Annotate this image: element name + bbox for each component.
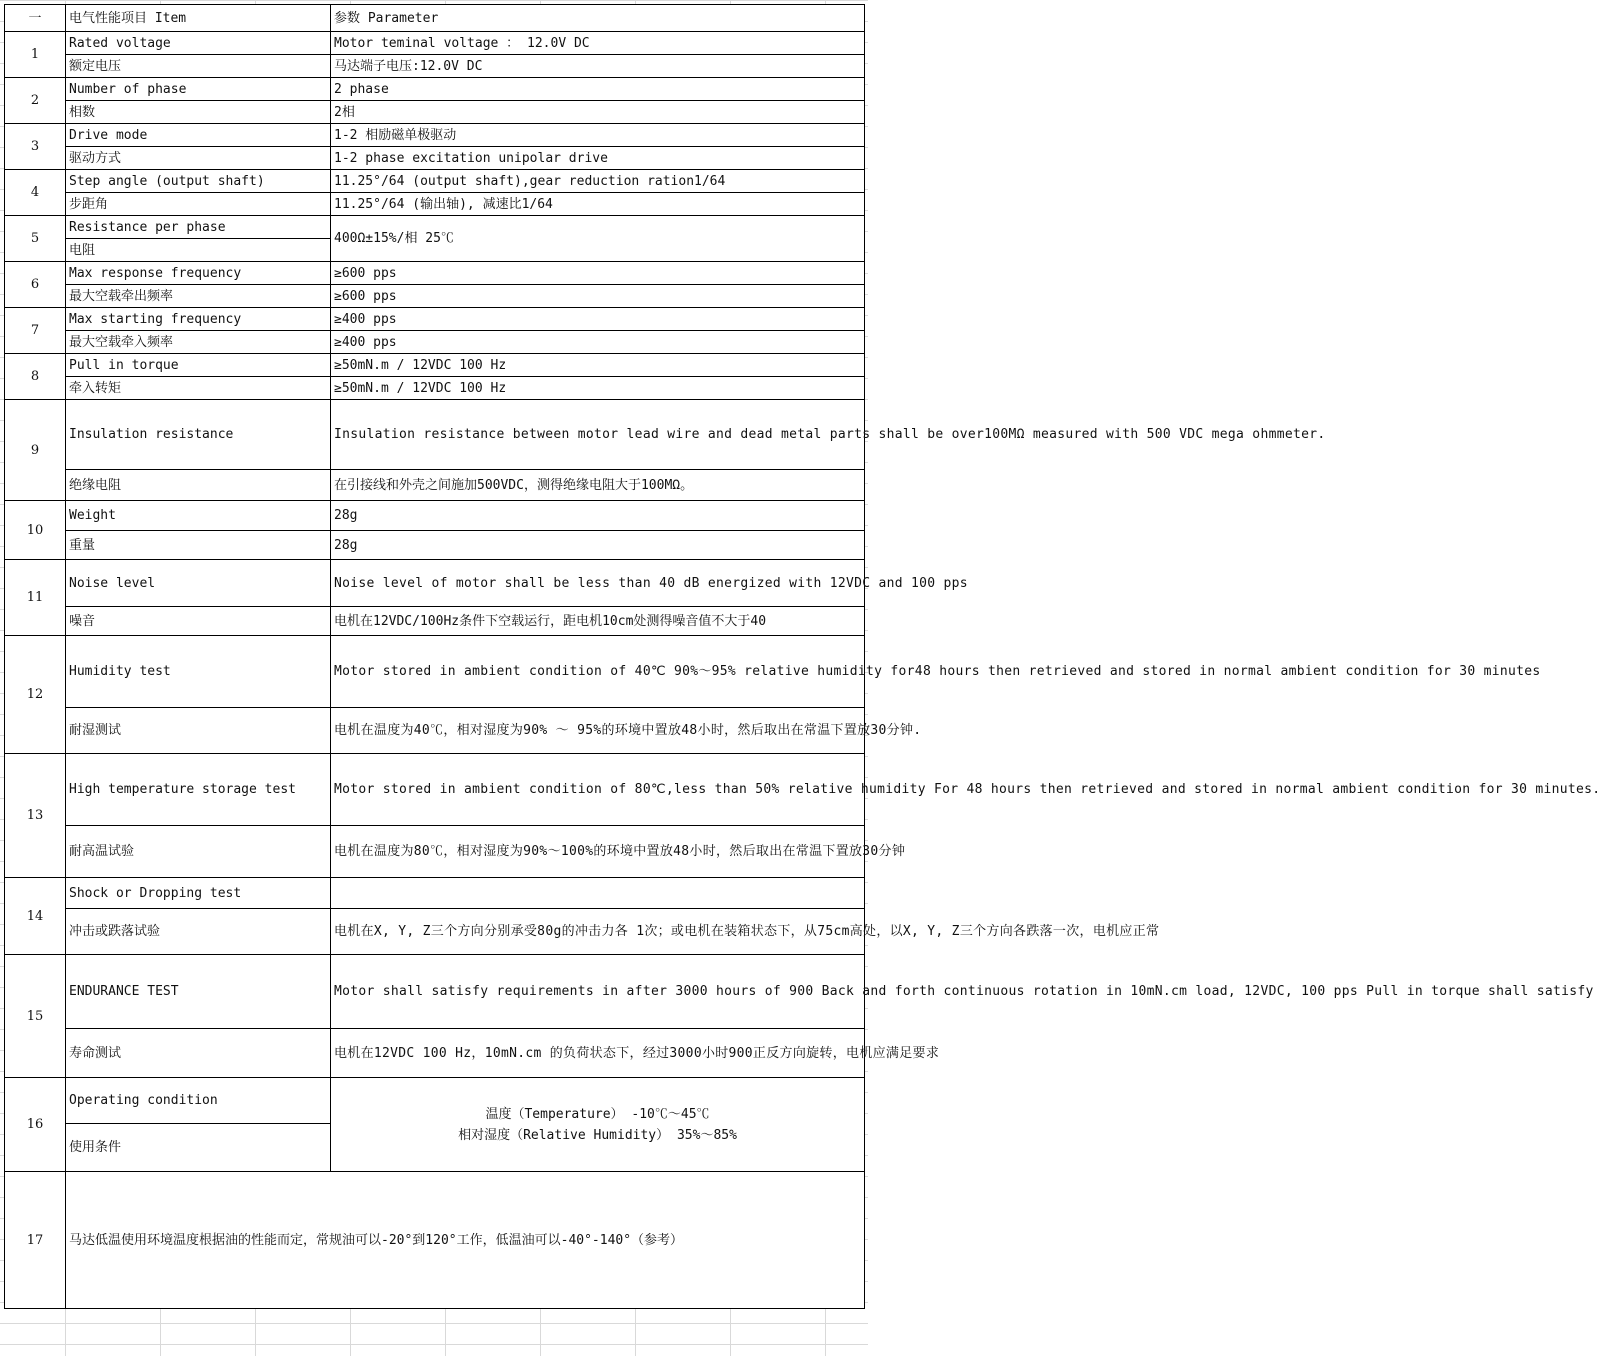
row-number: 3 (5, 124, 66, 170)
table-row (5, 909, 865, 955)
table-row (5, 78, 865, 101)
param-cn: 28g (331, 531, 865, 560)
row-number: 5 (5, 216, 66, 262)
row-number: 16 (5, 1078, 66, 1172)
table-row (5, 262, 865, 285)
param-cn: ≥400 pps (331, 331, 865, 354)
table-row (5, 400, 865, 470)
item-en: Weight (66, 501, 331, 531)
item-en: ENDURANCE TEST (66, 955, 331, 1029)
item-cn: 使用条件 (66, 1124, 331, 1172)
param-en: 28g (331, 501, 865, 531)
table-row (5, 826, 865, 878)
item-en: Pull in torque (66, 354, 331, 377)
table-row (5, 147, 865, 170)
param-en: Motor stored in ambient condition of 80℃,less than 50% relative humidity For 48 hours then retrieved and stored in normal ambient condition for 30 minutes. (331, 754, 865, 826)
item-cn: 驱动方式 (66, 147, 331, 170)
table-row (5, 124, 865, 147)
param-cn: 马达端子电压:12.0V DC (331, 55, 865, 78)
row-number: 10 (5, 501, 66, 560)
param-cn: 11.25°/64 (输出轴), 减速比1/64 (331, 193, 865, 216)
param-en: Noise level of motor shall be less than 40 dB energized with 12VDC and 100 pps (331, 560, 865, 607)
param-en: ≥50mN.m / 12VDC 100 Hz (331, 354, 865, 377)
table-row (5, 531, 865, 560)
operating-condition-value (331, 1078, 865, 1172)
param-cn: 电机在温度为40℃，相对湿度为90% ～ 95%的环境中置放48小时，然后取出在常温下置放30分钟. (331, 708, 865, 754)
row-number: 1 (5, 32, 66, 78)
table-row (5, 377, 865, 400)
item-en: Humidity test (66, 636, 331, 708)
item-en: Step angle (output shaft) (66, 170, 331, 193)
table-row (5, 708, 865, 754)
item-en: Number of phase (66, 78, 331, 101)
table-row (5, 354, 865, 377)
table-row (5, 308, 865, 331)
param-cn: ≥600 pps (331, 285, 865, 308)
header-parameter: 参数 Parameter (331, 5, 865, 32)
param-cn: 电机在X, Y, Z三个方向分别承受80g的冲击力各 1次；或电机在装箱状态下，从75cm高处，以X, Y, Z三个方向各跌落一次，电机应正常 (331, 909, 865, 955)
header-row (5, 5, 865, 32)
param-cn: 2相 (331, 101, 865, 124)
temperature-range: 温度（Temperature） -10℃～45℃ (485, 1106, 710, 1122)
item-en: Operating condition (66, 1078, 331, 1124)
item-cn: 冲击或跌落试验 (66, 909, 331, 955)
item-en: Insulation resistance (66, 400, 331, 470)
item-en: Shock or Dropping test (66, 878, 331, 909)
table-row (5, 55, 865, 78)
param-en: Motor teminal voltage ： 12.0V DC (331, 32, 865, 55)
table-row (5, 216, 865, 239)
param-cn: 电机在12VDC 100 Hz，10mN.cm 的负荷状态下，经过3000小时900正反方向旋转，电机应满足要求 (331, 1029, 865, 1078)
row-number: 7 (5, 308, 66, 354)
item-cn: 步距角 (66, 193, 331, 216)
item-en: Resistance per phase (66, 216, 331, 239)
item-cn: 耐高温试验 (66, 826, 331, 878)
item-cn: 最大空载牵出频率 (66, 285, 331, 308)
table-row (5, 878, 865, 909)
table-row (5, 955, 865, 1029)
param-cn: 电机在12VDC/100Hz条件下空载运行，距电机10cm处测得噪音值不大于40 (331, 607, 865, 636)
param-cn: 1-2 phase excitation unipolar drive (331, 147, 865, 170)
table-row (5, 32, 865, 55)
table-row (5, 470, 865, 501)
param-en: 2 phase (331, 78, 865, 101)
table-row (5, 754, 865, 826)
row-number: 11 (5, 560, 66, 636)
item-cn: 寿命测试 (66, 1029, 331, 1078)
row-number: 4 (5, 170, 66, 216)
item-en: Noise level (66, 560, 331, 607)
table-row (5, 101, 865, 124)
param-en: ≥600 pps (331, 262, 865, 285)
table-row (5, 1078, 865, 1124)
item-cn: 电阻 (66, 239, 331, 262)
item-en: Drive mode (66, 124, 331, 147)
param-cn: 电机在温度为80℃，相对湿度为90%～100%的环境中置放48小时，然后取出在常温下置放30分钟 (331, 826, 865, 878)
item-cn: 噪音 (66, 607, 331, 636)
item-cn: 额定电压 (66, 55, 331, 78)
row-number: 14 (5, 878, 66, 955)
item-cn: 最大空载牵入频率 (66, 331, 331, 354)
table-row (5, 170, 865, 193)
table-row (5, 193, 865, 216)
item-cn: 绝缘电阻 (66, 470, 331, 501)
row-number: 6 (5, 262, 66, 308)
low-temperature-note: 马达低温使用环境温度根据油的性能而定，常规油可以-20°到120°工作，低温油可以-40°-140°（参考） (66, 1172, 865, 1309)
param-en: 1-2 相励磁单极驱动 (331, 124, 865, 147)
item-cn: 耐湿测试 (66, 708, 331, 754)
row-number: 12 (5, 636, 66, 754)
header-item: 电气性能项目 Item (66, 5, 331, 32)
table-row (5, 285, 865, 308)
spec-table (4, 4, 1600, 1309)
table-row (5, 1029, 865, 1078)
humidity-range: 相对湿度（Relative Humidity） 35%～85% (458, 1127, 737, 1143)
row-number: 13 (5, 754, 66, 878)
row-number: 9 (5, 400, 66, 501)
table-row (5, 331, 865, 354)
item-cn: 牵入转矩 (66, 377, 331, 400)
item-cn: 重量 (66, 531, 331, 560)
param-en (331, 878, 865, 909)
row-number: 15 (5, 955, 66, 1078)
item-en: Max starting frequency (66, 308, 331, 331)
param-merged: 400Ω±15%/相 25℃ (331, 216, 865, 262)
table-row (5, 1172, 865, 1309)
row-number: 2 (5, 78, 66, 124)
item-en: Rated voltage (66, 32, 331, 55)
table-row (5, 607, 865, 636)
param-en: Motor shall satisfy requirements in after 3000 hours of 900 Back and forth continuous rotation in 10mN.cm load, 12VDC, 100 pps Pull in torque shall satisfy (331, 955, 865, 1029)
table-row (5, 501, 865, 531)
row-number: 8 (5, 354, 66, 400)
item-cn: 相数 (66, 101, 331, 124)
param-en: ≥400 pps (331, 308, 865, 331)
table-row (5, 636, 865, 708)
item-en: High temperature storage test (66, 754, 331, 826)
table-row (5, 560, 865, 607)
row-number: 17 (5, 1172, 66, 1309)
param-en: Motor stored in ambient condition of 40℃ 90%～95% relative humidity for48 hours then retrieved and stored in normal ambient condition for 30 minutes (331, 636, 865, 708)
param-en: Insulation resistance between motor lead wire and dead metal parts shall be over100MΩ measured with 500 VDC mega ohmmeter. (331, 400, 865, 470)
param-cn: 在引接线和外壳之间施加500VDC，测得绝缘电阻大于100MΩ。 (331, 470, 865, 501)
param-en: 11.25°/64 (output shaft),gear reduction ration1/64 (331, 170, 865, 193)
header-index: 一 (5, 5, 66, 32)
item-en: Max response frequency (66, 262, 331, 285)
param-cn: ≥50mN.m / 12VDC 100 Hz (331, 377, 865, 400)
